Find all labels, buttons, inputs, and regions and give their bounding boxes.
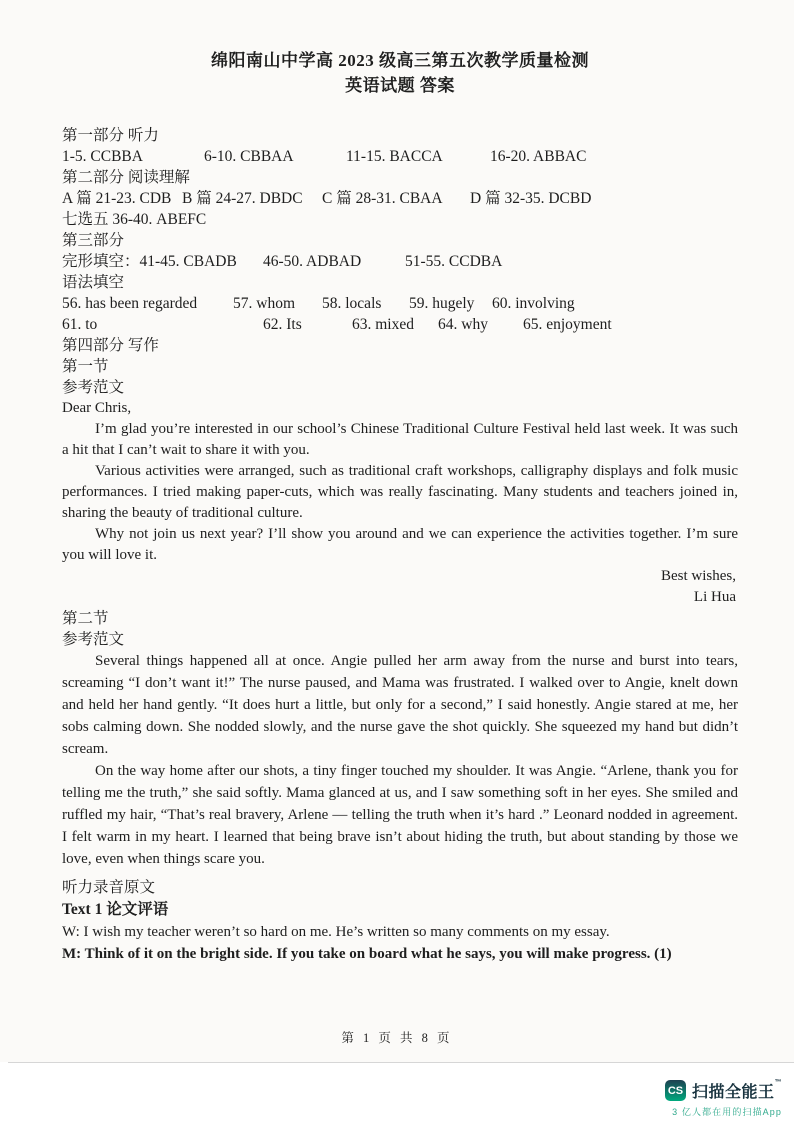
grammar-answer: 65. enjoyment — [523, 316, 612, 333]
grammar-answer: 56. has been regarded — [62, 295, 198, 312]
grammar-answer: 62. Its — [263, 316, 302, 333]
answer-range: 51-55. CCDBA — [405, 253, 503, 270]
document-title-line2: 英语试题 答案 — [345, 76, 455, 95]
answer-range: 1-5. CCBBA — [62, 148, 143, 165]
letter-closing: Best wishes, — [661, 568, 736, 584]
document-title-line1: 绵阳南山中学高 2023 级高三第五次教学质量检测 — [211, 51, 589, 70]
scan-edge-divider — [8, 1062, 794, 1063]
answer-range: 16-20. ABBAC — [490, 148, 587, 165]
grammar-answer: 57. whom — [233, 295, 295, 312]
answer-range: A 篇 21-23. CDB — [62, 190, 172, 207]
grammar-answer: 60. involving — [492, 295, 575, 312]
seven-choose-five-row: 七选五 36-40. ABEFC — [62, 211, 207, 228]
section1-model-label: 参考范文 — [62, 379, 125, 396]
model-essay — [62, 650, 738, 870]
grammar-answer: 58. locals — [322, 295, 382, 312]
listening-script-block — [62, 877, 738, 966]
letter-signature: Li Hua — [693, 589, 736, 605]
answer-range: 46-50. ADBAD — [263, 253, 362, 270]
app-name-text: 扫描全能王 — [691, 1084, 775, 1101]
letter-paragraph-1: I’m glad you’re interested in our school’s Chinese Traditional Culture Festival held last week. It was such a hit that I can’t wait to share it with you. — [62, 421, 738, 458]
answer-range: D 篇 32-35. DCBD — [470, 190, 592, 207]
section2-model-label: 参考范文 — [62, 631, 125, 648]
part4-heading: 第四部分 写作 — [62, 337, 159, 354]
speaker-m-line: M: Think of it on the bright side. If you take on board what he says, you will make progress. (1) — [62, 946, 672, 962]
answer-key-block — [62, 125, 738, 398]
answer-range: B 篇 24-27. DBDC — [182, 190, 303, 207]
grammar-answer: 64. why — [438, 316, 488, 333]
watermark-app-name — [692, 1079, 782, 1102]
text1-label: Text 1 论文评语 — [62, 901, 169, 918]
part2-reading-row — [62, 188, 738, 209]
essay-paragraph-1: Several things happened all at once. Angie pulled her arm away from the nurse and burst into tears, screaming “I don’t want it!” The nurse paused, and Mama was frustrated. I walked over to Angie, knelt down and held her hand gently. “It does hurt a little, but only for a second,” I said honestly. Angie stared at me, her sobs calming down. She nodded slowly, and the nurse gave the shot quickly. She squeezed my hand but didn’t scream. — [62, 653, 738, 757]
section1-heading: 第一节 — [62, 358, 109, 375]
watermark-tagline: 3 亿人都在用的扫描App — [672, 1107, 782, 1117]
cs-logo-icon: CS — [665, 1080, 686, 1101]
camscanner-watermark — [650, 1079, 782, 1118]
part1-heading: 第一部分 听力 — [62, 127, 159, 144]
grammar-row-2 — [62, 314, 738, 335]
answer-range: 6-10. CBBAA — [204, 148, 294, 165]
page-number-footer: 第 1 页 共 8 页 — [341, 1031, 453, 1045]
grammar-answer: 63. mixed — [352, 316, 414, 333]
grammar-heading: 语法填空 — [62, 274, 125, 291]
letter-paragraph-2: Various activities were arranged, such as traditional craft workshops, calligraphy displays and folk music performances. I tried making paper-cuts, which was really fascinating. Many students and teachers joined in, sharing the beauty of traditional culture. — [62, 463, 738, 521]
model-letter — [62, 398, 738, 608]
answer-range: 完形填空：41-45. CBADB — [62, 253, 237, 270]
essay-paragraph-2: On the way home after our shots, a tiny finger touched my shoulder. It was Angie. “Arlene, thank you for telling me the truth,” she said softly. Mama glanced at us, and I saw something soft in her eyes. She smiled and ruffled my hair, “That’s real bravery, Arlene — telling the truth when it’s hard .” Leonard nodded in agreement. I felt warm in my heart. I learned that being brave isn’t about hiding the truth, but about standing by those we love, even when things scare you. — [62, 763, 738, 867]
part2-heading: 第二部分 阅读理解 — [62, 169, 190, 186]
watermark-logo-row — [650, 1079, 782, 1102]
part3-heading: 第三部分 — [62, 232, 125, 249]
trademark-symbol: ™ — [774, 1079, 782, 1086]
listening-script-heading: 听力录音原文 — [62, 879, 156, 896]
grammar-row-1 — [62, 293, 738, 314]
answer-range: C 篇 28-31. CBAA — [322, 190, 443, 207]
section2-heading: 第二节 — [62, 610, 109, 627]
grammar-answer: 59. hugely — [409, 295, 475, 312]
part1-answers-row — [62, 146, 738, 167]
letter-paragraph-3: Why not join us next year? I’ll show you around and we can experience the activities together. I’m sure you will love it. — [62, 526, 738, 563]
answer-range: 11-15. BACCA — [346, 148, 443, 165]
speaker-w-line: W: I wish my teacher weren’t so hard on me. He’s written so many comments on my essay. — [62, 924, 610, 940]
cloze-row — [62, 251, 738, 272]
grammar-answer: 61. to — [62, 316, 98, 333]
letter-salutation: Dear Chris, — [62, 400, 132, 416]
document-content — [62, 48, 738, 966]
